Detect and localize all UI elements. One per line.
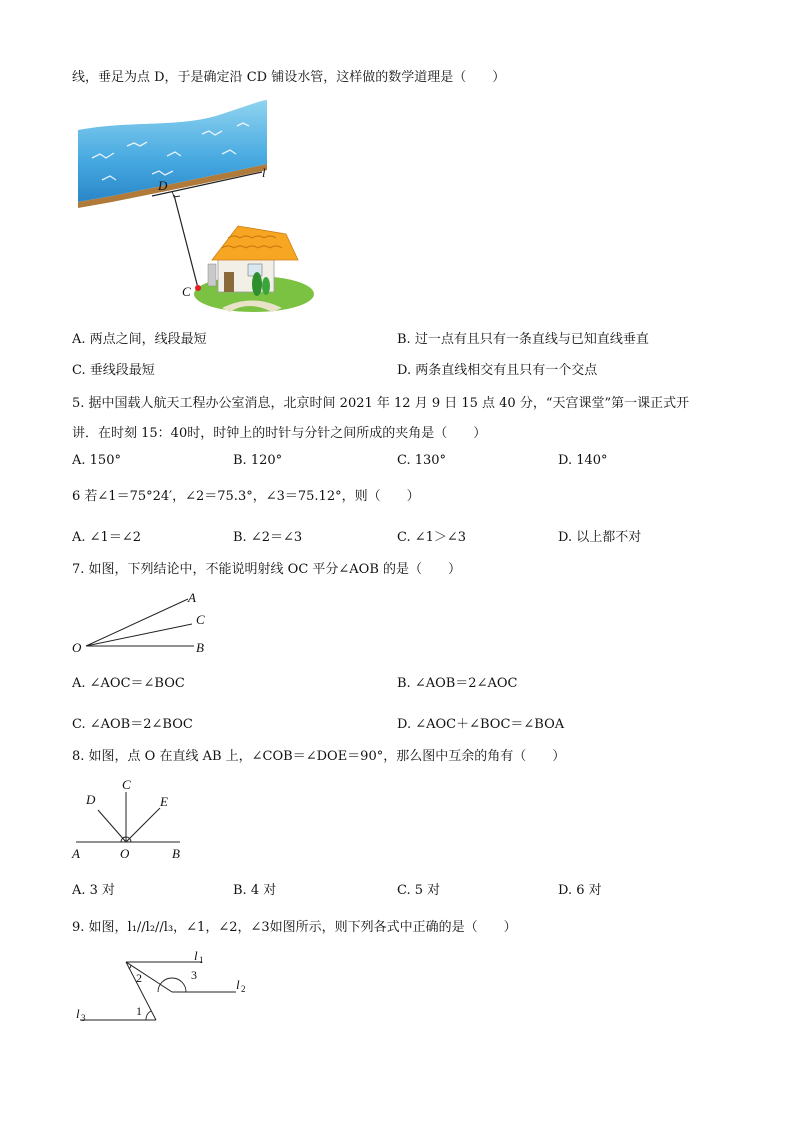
q8-option-c: C. 5 对 bbox=[397, 883, 441, 898]
q7-option-c: C. ∠AOB＝2∠BOC bbox=[72, 717, 193, 732]
q8-label-E: E bbox=[160, 794, 168, 809]
q9-angle-2: 2 bbox=[136, 971, 142, 985]
q9-figure bbox=[70, 946, 260, 1030]
point-C bbox=[195, 285, 201, 291]
q8-stem: 8. 如图，点 O 在直线 AB 上，∠COB＝∠DOE＝90°，那么图中互余的角有（ ） bbox=[72, 749, 566, 764]
q5-option-d: D. 140° bbox=[558, 453, 608, 468]
q7-label-A: A bbox=[188, 590, 196, 605]
q8-label-C: C bbox=[122, 777, 131, 792]
q8-label-D: D bbox=[86, 792, 96, 807]
q8-figure bbox=[70, 774, 190, 862]
angle-3-arc bbox=[158, 978, 186, 992]
q9-sub-l2: 2 bbox=[241, 984, 246, 994]
q9-angle-1: 1 bbox=[136, 1004, 142, 1018]
q8-option-d: D. 6 对 bbox=[558, 883, 602, 898]
q7-option-a: A. ∠AOC＝∠BOC bbox=[72, 676, 185, 691]
q7-stem: 7. 如图，下列结论中，不能说明射线 OC 平分∠AOB 的是（ ） bbox=[72, 562, 462, 577]
q7-option-d: D. ∠AOC＋∠BOC＝∠BOA bbox=[397, 717, 565, 732]
q8-option-a: A. 3 对 bbox=[72, 883, 116, 898]
q5-option-b: B. 120° bbox=[233, 453, 283, 468]
q9-angle-3: 3 bbox=[191, 968, 197, 982]
ray-OA bbox=[86, 599, 188, 646]
segment-upper bbox=[126, 962, 172, 992]
q8-label-O: O bbox=[120, 846, 130, 861]
q9-sub-l1: 1 bbox=[199, 955, 204, 965]
q9-label-l2: l bbox=[236, 977, 240, 992]
q5-option-c: C. 130° bbox=[397, 453, 447, 468]
q7-figure bbox=[70, 586, 220, 658]
q7-label-C: C bbox=[196, 612, 205, 627]
q4-option-b: B. 过一点有且只有一条直线与已知直线垂直 bbox=[397, 332, 649, 347]
q5-option-a: A. 150° bbox=[72, 453, 121, 468]
q8-option-b: B. 4 对 bbox=[233, 883, 277, 898]
angle-2-arc bbox=[129, 965, 131, 969]
q9-stem: 9. 如图，l₁//l₂//l₃，∠1，∠2，∠3如图所示，则下列各式中正确的是（ ） bbox=[72, 920, 517, 935]
q6-option-a: A. ∠1＝∠2 bbox=[72, 530, 141, 545]
angle-1-arc bbox=[146, 1011, 151, 1020]
q4-label-D: D bbox=[158, 178, 168, 193]
q4-label-l: l bbox=[262, 165, 266, 180]
q9-sub-l3: 3 bbox=[81, 1013, 86, 1023]
q7-label-O: O bbox=[72, 640, 82, 655]
q6-option-b: B. ∠2＝∠3 bbox=[233, 530, 303, 545]
q6-stem: 6 若∠1＝75°24′，∠2＝75.3°，∠3＝75.12°，则（ ） bbox=[72, 489, 420, 504]
q8-label-B: B bbox=[172, 846, 180, 861]
q4-label-C: C bbox=[182, 284, 191, 299]
q4-option-c: C. 垂线段最短 bbox=[72, 363, 155, 378]
q5-stem-line1: 5. 据中国载人航天工程办公室消息，北京时间 2021 年 12 月 9 日 15 点 40 分，“天宫课堂”第一课正式开 bbox=[72, 396, 690, 411]
ray-OC bbox=[86, 624, 192, 646]
q7-label-B: B bbox=[196, 640, 204, 655]
q9-label-l1: l bbox=[194, 948, 198, 963]
q5-stem-line2: 讲．在时刻 15：40时，时钟上的时针与分针之间所成的夹角是（ ） bbox=[72, 426, 487, 441]
q4-option-d: D. 两条直线相交有且只有一个交点 bbox=[397, 363, 598, 378]
q4-figure bbox=[72, 98, 322, 316]
q4-stem: 线，垂足为点 D，于是确定沿 CD 铺设水管，这样做的数学道理是（ ） bbox=[72, 70, 506, 85]
q6-option-c: C. ∠1＞∠3 bbox=[397, 530, 467, 545]
ray-OD bbox=[98, 810, 126, 842]
q8-label-A: A bbox=[72, 846, 80, 861]
ray-OE bbox=[126, 808, 160, 842]
q7-option-b: B. ∠AOB＝2∠AOC bbox=[397, 676, 518, 691]
q4-option-a: A. 两点之间，线段最短 bbox=[72, 332, 207, 347]
house-icon bbox=[188, 220, 314, 314]
q9-label-l3: l bbox=[76, 1006, 80, 1021]
q6-option-d: D. 以上都不对 bbox=[558, 530, 642, 545]
